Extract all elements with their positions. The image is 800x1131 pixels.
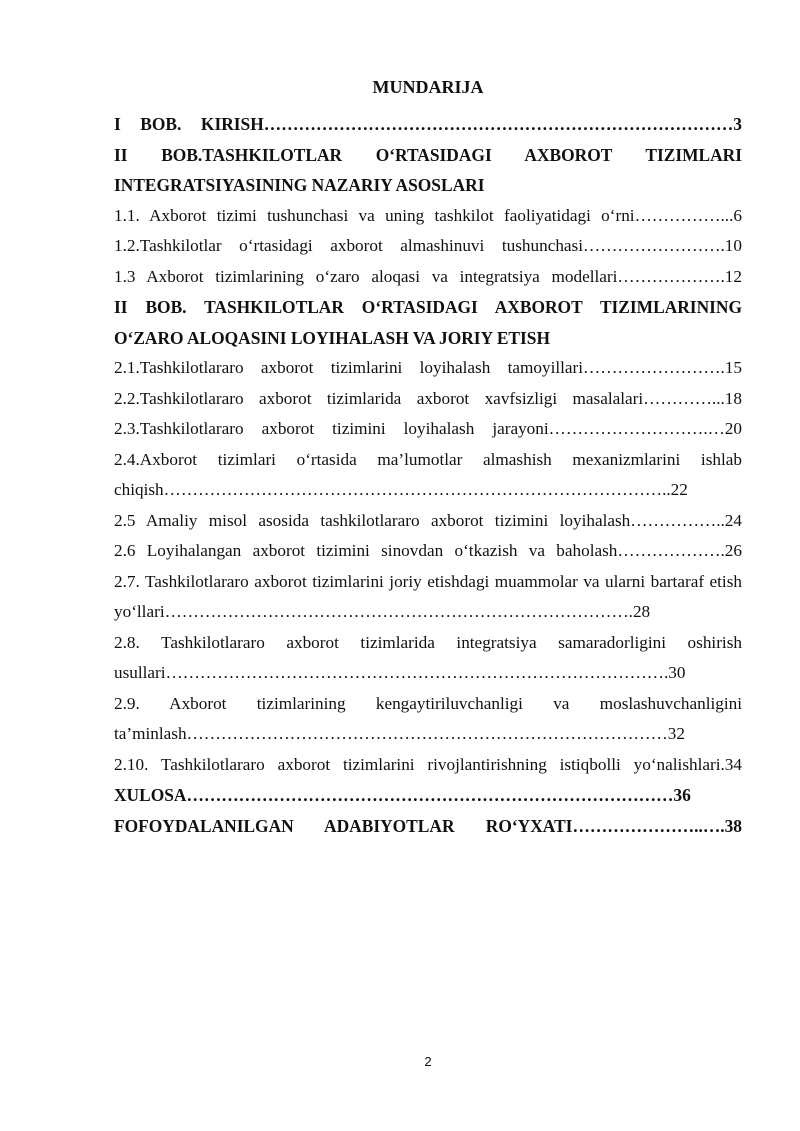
toc-entry-chapter-2-design: II BOB. TASHKILOTLAR O‘RTASIDAGI AXBOROT TIZIMLARINING O‘ZARO ALOQASINI LOYIHALASH VA JORIY ETISH: [114, 297, 742, 348]
toc-entry-1-2: 1.2.Tashkilotlar o‘rtasidagi axborot almashinuvi tushunchasi…………………….10: [114, 236, 742, 255]
toc-entry-chapter-2-theory: II BOB.TASHKILOTLAR O‘RTASIDAGI AXBOROT TIZIMLARI INTEGRATSIYASINING NAZARIY ASOSLARI: [114, 144, 742, 195]
toc-entry-2-4: 2.4.Axborot tizimlari o‘rtasida ma’lumotlar almashish mexanizmlarini ishlab chiqish……………………………………………………………………………..22: [114, 449, 742, 499]
page-number: 2: [424, 1054, 432, 1069]
toc-entry-2-2: 2.2.Tashkilotlararo axborot tizimlarida axborot xavfsizligi masalalari…………...18: [114, 388, 742, 408]
toc-entry-conclusion: XULOSA…………………………………………………………………………36: [114, 785, 691, 805]
toc-entry-2-1: 2.1.Tashkilotlararo axborot tizimlarini loyihalash tamoyillari…………………….15: [114, 358, 742, 377]
toc-entry-2-8: 2.8. Tashkilotlararo axborot tizimlarida integratsiya samaradorligini oshirish usullari…………………………………………………………………………….30: [114, 632, 742, 682]
toc-entry-chapter-1-intro: I BOB. KIRISH………………………………………………………………………3: [114, 114, 742, 134]
toc-entry-2-6: 2.6 Loyihalangan axborot tizimini sinovdan o‘tkazish va baholash……………….26: [114, 541, 742, 560]
table-of-contents: [114, 109, 742, 841]
toc-entry-2-10: 2.10. Tashkilotlararo axborot tizimlarini rivojlantirishning istiqbolli yo‘nalishlari.34: [114, 754, 742, 774]
toc-entry-1-1: 1.1. Axborot tizimi tushunchasi va uning tashkilot faoliyatidagi o‘rni……………...6: [114, 205, 742, 225]
toc-entry-1-3: 1.3 Axborot tizimlarining o‘zaro aloqasi va integratsiya modellari……………….12: [114, 266, 742, 286]
toc-entry-2-3: 2.3.Tashkilotlararo axborot tizimini loyihalash jarayoni……………………….…20: [114, 419, 742, 438]
toc-entry-2-7: 2.7. Tashkilotlararo axborot tizimlarini joriy etishdagi muammolar va ularni bartaraf etish yo‘llari……………………………………………………………………….28: [114, 571, 742, 621]
toc-title: MUNDARIJA: [372, 77, 484, 97]
toc-entry-2-9: 2.9. Axborot tizimlarining kengaytiriluvchanligi va moslashuvchanligini ta’minlash…………………………………………………………………………32: [114, 693, 742, 743]
toc-entry-2-5: 2.5 Amaliy misol asosida tashkilotlararo axborot tizimini loyihalash……………..24: [114, 510, 742, 530]
document-page: [114, 0, 742, 1131]
toc-entry-references: FOFOYDALANILGAN ADABIYOTLAR RO‘YXATI…………………..….38: [114, 815, 742, 836]
